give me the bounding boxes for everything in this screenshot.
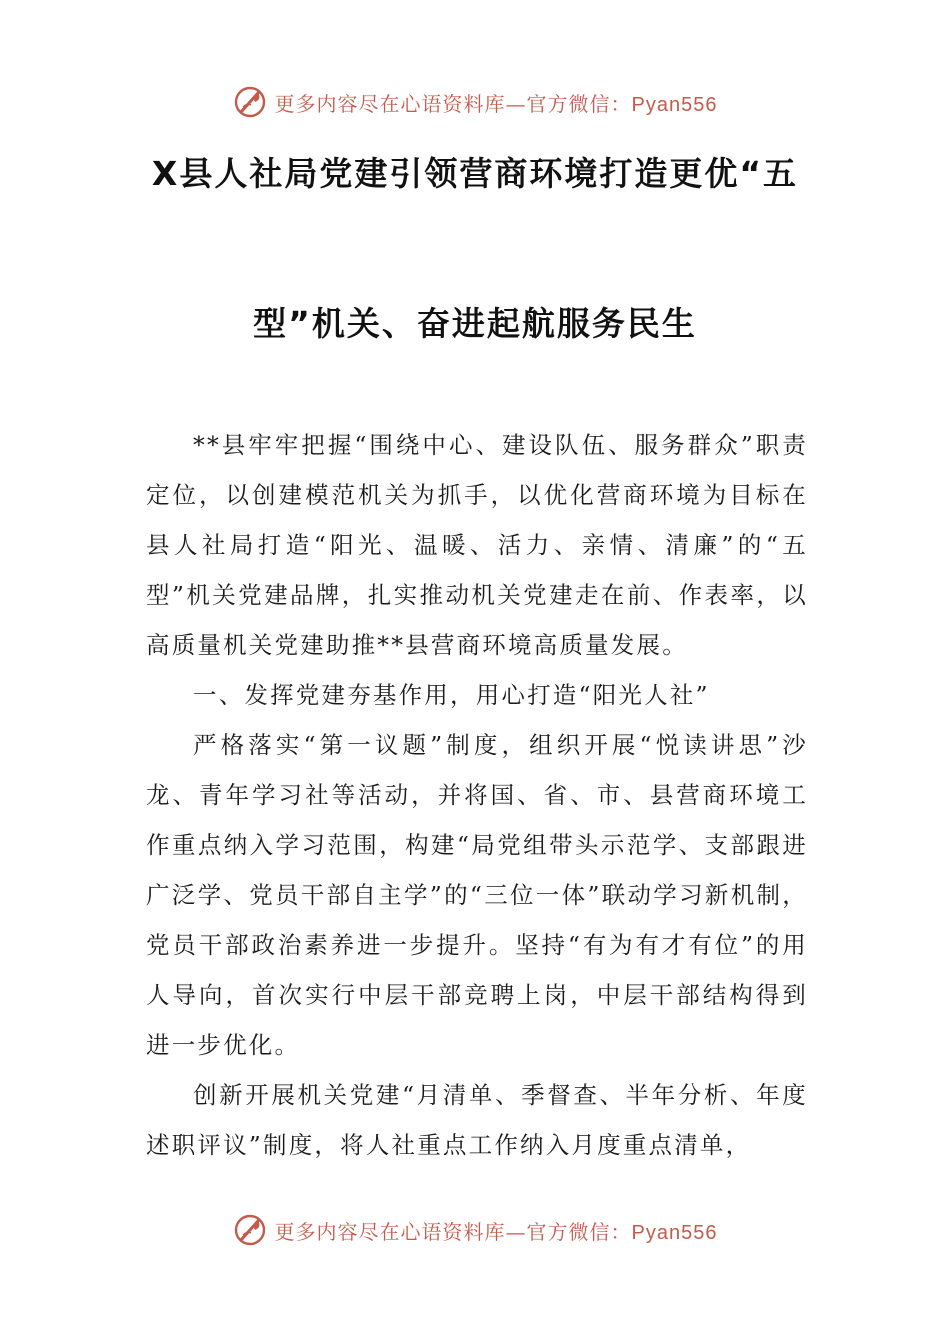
document-title-line-2: 型”机关、奋进起航服务民生 <box>253 304 697 343</box>
document-body <box>146 420 808 1170</box>
section-heading-1: 一、发挥党建夯基作用，用心打造“阳光人社” <box>193 681 710 709</box>
paragraph-innovation: 创新开展机关党建“月清单、季督查、半年分析、年度述职评议”制度，将人社重点工作纳入月度重点清单， <box>146 1081 808 1159</box>
quill-pen-logo-icon <box>233 85 267 119</box>
quill-pen-logo-icon <box>233 1213 267 1247</box>
watermark-banner-top <box>0 82 950 122</box>
paragraph-intro: **县牢牢把握“围绕中心、建设队伍、服务群众”职责定位，以创建模范机关为抓手，以优化营商环境为目标在县人社局打造“阳光、温暖、活力、亲情、清廉”的“五型”机关党建品牌，扎实推动机关党建走在前、作表率，以高质量机关党建助推**县营商环境高质量发展。 <box>146 431 808 659</box>
watermark-text: 更多内容尽在心语资料库—官方微信：Pyan556 <box>274 1219 718 1244</box>
wechat-id: Pyan556 <box>631 93 718 116</box>
watermark-banner-bottom <box>0 1210 950 1250</box>
paragraph-study: 严格落实“第一议题”制度，组织开展“悦读讲思”沙龙、青年学习社等活动，并将国、省、市、县营商环境工作重点纳入学习范围，构建“局党组带头示范学、支部跟进广泛学、党员干部自主学”的“三位一体”联动学习新机制，党员干部政治素养进一步提升。坚持“有为有才有位”的用人导向，首次实行中层干部竞聘上岗，中层干部结构得到进一步优化。 <box>146 731 808 1059</box>
document-title-line-1: X县人社局党建引领营商环境打造更优“五 <box>151 154 799 193</box>
wechat-id: Pyan556 <box>631 1221 718 1244</box>
watermark-text: 更多内容尽在心语资料库—官方微信：Pyan556 <box>274 91 718 116</box>
